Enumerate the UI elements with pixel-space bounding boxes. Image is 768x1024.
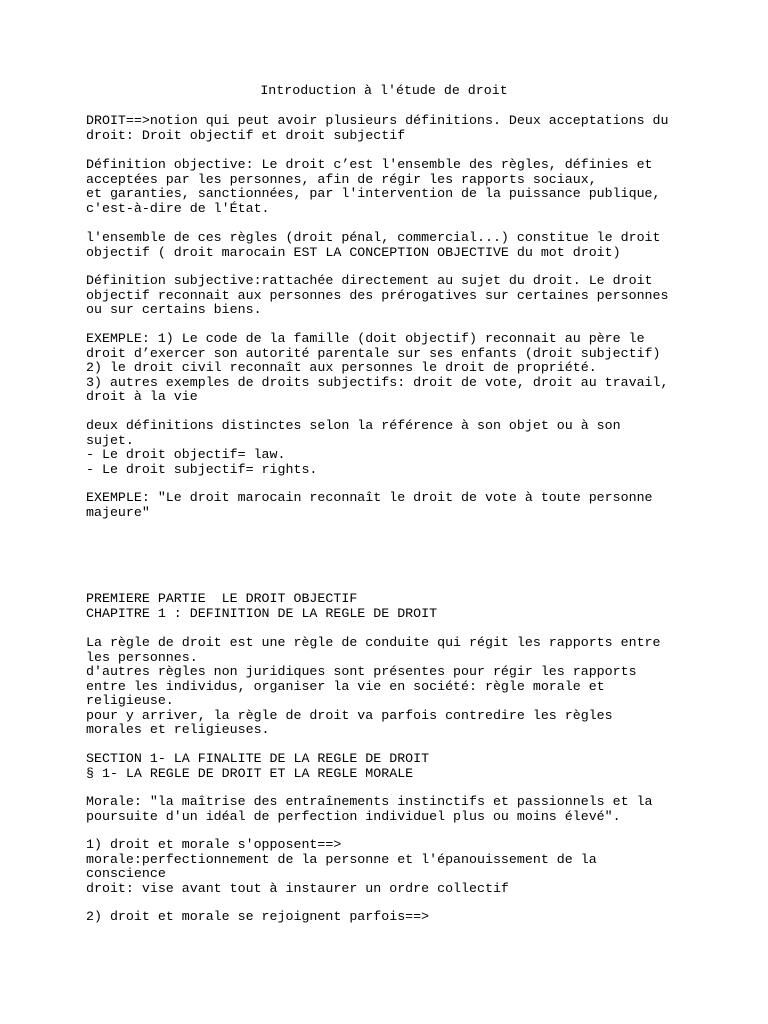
heading-section-1: SECTION 1- LA FINALITE DE LA REGLE DE DROIT § 1- LA REGLE DE DROIT ET LA REGLE MORALE [86, 751, 430, 781]
paragraph-ensemble-regles: l'ensemble de ces règles (droit pénal, commercial...) constitue le droit objectif ( droit marocain EST LA CONCEPTION OBJECTIVE du mot droit) [86, 230, 661, 260]
paragraph-deux-definitions: deux définitions distinctes selon la référence à son objet ou à son sujet. - Le droit objectif= law. - Le droit subjectif= rights. [86, 418, 621, 477]
paragraph-definition-subjective: Définition subjective:rattachée directement au sujet du droit. Le droit objectif reconnait aux personnes des prérogatives sur certaines personnes ou sur certains biens. [86, 273, 669, 317]
paragraph-morale-definition: Morale: "la maîtrise des entraînements instinctifs et passionnels et la poursuite d'un idéal de perfection individuel plus ou moins élevé". [86, 794, 653, 824]
paragraph-droit-definition: DROIT==>notion qui peut avoir plusieurs définitions. Deux acceptations du droit: Droit objectif et droit subjectif [86, 113, 669, 143]
paragraph-exemple-2: EXEMPLE: "Le droit marocain reconnaît le droit de vote à toute personne majeure" [86, 490, 653, 520]
paragraph-droit-morale-rejoignent: 2) droit et morale se rejoignent parfois==> [86, 909, 430, 924]
heading-premiere-partie: PREMIERE PARTIE LE DROIT OBJECTIF CHAPITRE 1 : DEFINITION DE LA REGLE DE DROIT [86, 591, 438, 621]
paragraph-regle-de-droit: La règle de droit est une règle de conduite qui régit les rapports entre les personnes. d'autres règles non juridiques sont présentes pour régir les rapports entre les individus, organiser la vie en société: règle morale et religieuse. pour y arriver, la règle de droit va parfois contredire les règles morales et religieuses. [86, 635, 661, 737]
paragraph-exemple-1: EXEMPLE: 1) Le code de la famille (doit objectif) reconnait au père le droit d’exercer son autorité parentale sur ses enfants (droit subjectif) 2) le droit civil reconnaît aux personnes le droit de propriété. 3) autres exemples de droits subjectifs: droit de vote, droit au travail, droit à la vie [86, 331, 669, 404]
document-title: Introduction à l'étude de droit [260, 83, 508, 98]
paragraph-droit-morale-opposent: 1) droit et morale s'opposent==> morale:perfectionnement de la personne et l'épanouissement de la conscience droit: vise avant tout à instaurer un ordre collectif [86, 837, 597, 896]
paragraph-definition-objective: Définition objective: Le droit c’est l'ensemble des règles, définies et acceptées par les personnes, afin de régir les rapports sociaux, et garanties, sanctionnées, par l'intervention de la puissance publique, c'est-à-dire de l'État. [86, 157, 661, 216]
